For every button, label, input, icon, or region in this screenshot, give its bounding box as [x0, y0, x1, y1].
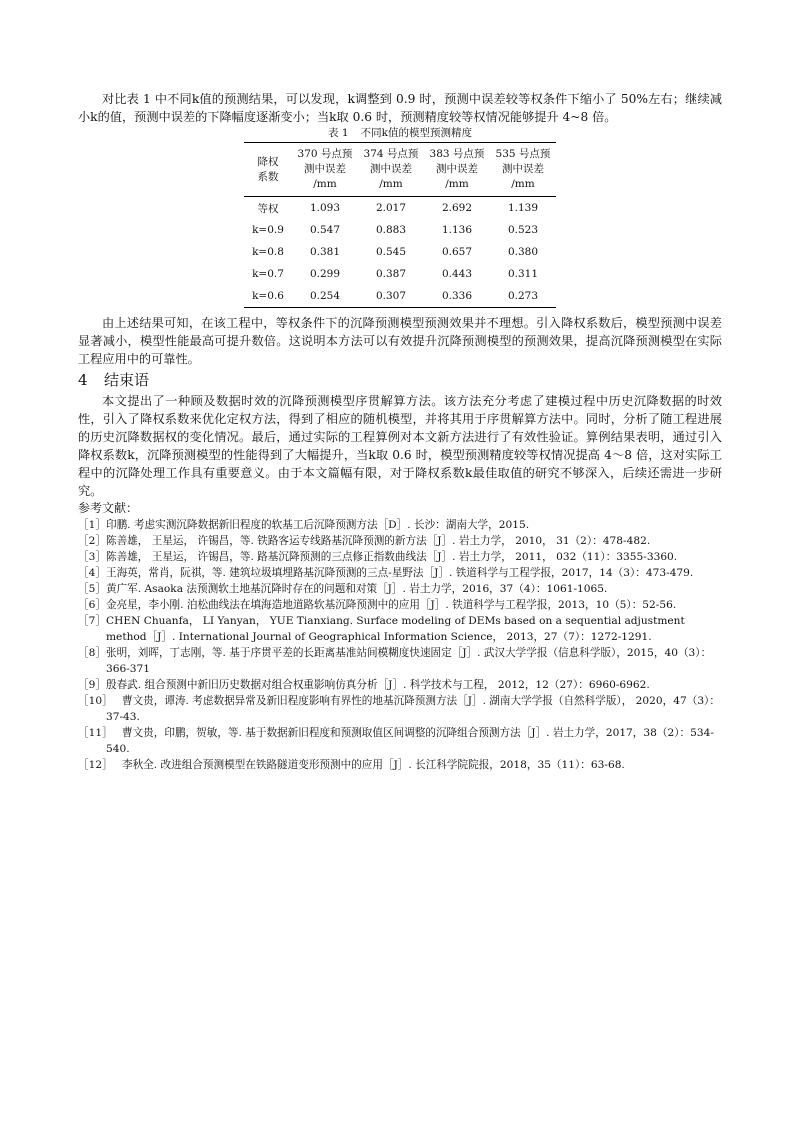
reference-tag: ［6］ [78, 599, 106, 611]
table-row [244, 285, 556, 308]
paragraph-conclusion: 本文提出了一种顾及数据时效的沉降预测模型序贯解算方法。该方法充分考虑了建模过程中历史沉降数据的时效性，引入了降权系数来优化定权方法，得到了相应的随机模型，并将其用于序贯解算方法中。同时，分析了随工程进展的历史沉降数据权的变化情况。最后，通过实际的工程算例对本文新方法进行了有效性验证。算例结果表明，通过引入降权系数k，沉降预测模型的性能得到了大幅提升，当k取 0.6 时，模型预测精度较等权情况提高 4～8 倍，这对实际工程中的沉降处理工作具有重要意义。由于本文篇幅有限，对于降权系数k最佳取值的研究不够深入，后续还需进一步研究。 [78, 394, 722, 498]
page [78, 90, 722, 773]
table-cell: 0.273 [507, 290, 539, 302]
table-cell: 0.336 [441, 290, 473, 302]
table-cell: 0.380 [507, 246, 539, 258]
reference-text: 李秋全. 改进组合预测模型在铁路隧道变形预测中的应用［J］. 长江科学院院报，2018，35（11）：63-68. [122, 759, 625, 771]
reference-text: 张明，刘晖，丁志刚，等. 基于序贯平差的长距离基准站间模糊度快速固定［J］. 武汉大学学报（信息科学版），2015，40（3）：366-371 [106, 647, 712, 675]
table-header-cell: 374 号点预 测中误差 /mm [358, 143, 424, 197]
table-cell: 1.136 [441, 224, 473, 236]
section-heading [78, 370, 722, 390]
section-title: 结束语 [104, 371, 150, 389]
table-caption-title: 不同k值的模型预测精度 [360, 127, 472, 139]
table-cell: 0.311 [507, 268, 539, 280]
reference-tag: ［1］ [78, 519, 106, 531]
paragraph-comparison: 对比表 1 中不同k值的预测结果，可以发现，k调整到 0.9 时，预测中误差较等权条件下缩小了 50%左右；继续减小k的值，预测中误差的下降幅度逐渐变小；当k取 0.6 时，预测精度较等权情况能够提升 4~8 倍。 [78, 92, 722, 124]
reference-tag: ［9］ [78, 679, 106, 691]
reference-item [78, 693, 722, 725]
reference-text: 陈善雄， 王星运， 许锡昌，等. 铁路客运专线路基沉降预测的新方法［J］. 岩土力学， 2010， 31（2）：478-482. [106, 535, 651, 547]
table-cell: k=0.6 [252, 290, 284, 302]
reference-text: 曹文贵，谭涛. 考虑数据异常及新旧程度影响有界性的地基沉降预测方法［J］. 湖南大学学报（自然科学版）， 2020，47（3）：37-43. [106, 695, 720, 723]
table-cell: 0.387 [375, 268, 407, 280]
table-cell: 2.692 [441, 202, 473, 214]
table-cell: 0.545 [375, 246, 407, 258]
table-cell: 1.139 [507, 202, 539, 214]
reference-text: 曹文贵，印鹏，贺敏，等. 基于数据新旧程度和预测取值区间调整的沉降组合预测方法［J］. 岩土力学，2017，38（2）：534-540. [106, 727, 714, 755]
table-row [244, 241, 556, 263]
references-title: 参考文献： [78, 501, 139, 515]
reference-item [78, 757, 722, 773]
table-header-cell: 535 号点预 测中误差 /mm [490, 143, 556, 197]
reference-item [78, 565, 722, 581]
paragraph-results: 由上述结果可知，在该工程中，等权条件下的沉降预测模型预测效果并不理想。引入降权系数后，模型预测中误差显著减小，模型性能最高可提升数倍。这说明本方法可以有效提升沉降预测模型的预测效果，提高沉降预测模型在实际工程应用中的可靠性。 [78, 316, 722, 366]
reference-tag: ［10］ [78, 695, 113, 707]
table-row [244, 219, 556, 241]
reference-text: 殷春武. 组合预测中新旧历史数据对组合权重影响仿真分析［J］. 科学技术与工程， 2012，12（27）：6960-6962. [106, 679, 650, 691]
table-cell: k=0.7 [252, 268, 284, 280]
reference-item [78, 645, 722, 677]
reference-text: 印鹏. 考虑实测沉降数据新旧程度的软基工后沉降预测方法［D］. 长沙：湖南大学，2015. [106, 519, 530, 531]
table-cell: 等权 [257, 202, 279, 215]
table-row [244, 197, 556, 220]
reference-item [78, 725, 722, 757]
reference-item [78, 581, 722, 597]
reference-text: CHEN Chuanfa， LI Yanyan， YUE Tianxiang. Surface modeling of DEMs based on a sequential adjustment method［J］. International Journal of Geographical Information Science， 2013，27（7）：1272-1291. [106, 615, 685, 643]
reference-item [78, 613, 722, 645]
table-caption-number: 表 1 [328, 127, 349, 139]
table-cell: 0.443 [441, 268, 473, 280]
table-cell: k=0.9 [252, 224, 284, 236]
precision-table [244, 142, 556, 308]
reference-item [78, 597, 722, 613]
table-cell: k=0.8 [252, 246, 284, 258]
table-cell: 2.017 [375, 202, 407, 214]
reference-tag: ［4］ [78, 567, 106, 579]
table-row [244, 263, 556, 285]
section-number: 4 [78, 371, 88, 389]
reference-text: 王海英，常肖，阮祺，等. 建筑垃圾填埋路基沉降预测的三点-星野法［J］. 铁道科学与工程学报，2017，14（3）：473-479. [106, 567, 694, 579]
table-cell: 0.523 [507, 224, 539, 236]
table-cell: 0.883 [375, 224, 407, 236]
table-header-row [244, 143, 556, 197]
reference-item [78, 517, 722, 533]
reference-text: 金亮星，李小刚. 泊松曲线法在填海造地道路软基沉降预测中的应用［J］. 铁道科学与工程学报，2013，10（5）：52-56. [106, 599, 677, 611]
reference-item [78, 677, 722, 693]
reference-text: 陈善雄， 王星运， 许锡昌，等. 路基沉降预测的三点修正指数曲线法［J］. 岩土力学， 2011， 032（11）：3355-3360. [106, 551, 678, 563]
table-header-cell: 降权 系数 [244, 143, 292, 197]
reference-tag: ［12］ [78, 759, 113, 771]
table-caption [78, 126, 722, 140]
reference-item [78, 533, 722, 549]
table-cell: 1.093 [309, 202, 341, 214]
reference-tag: ［7］ [78, 615, 106, 627]
reference-item [78, 549, 722, 565]
table-cell: 0.307 [375, 290, 407, 302]
reference-tag: ［8］ [78, 647, 106, 659]
table-cell: 0.299 [309, 268, 341, 280]
reference-list [78, 517, 722, 773]
table-cell: 0.547 [309, 224, 341, 236]
reference-tag: ［11］ [78, 727, 113, 739]
reference-tag: ［5］ [78, 583, 106, 595]
reference-text: 黄广军. Asaoka 法预测软土地基沉降时存在的问题和对策［J］. 岩土力学，2016，37（4）：1061-1065. [106, 583, 608, 595]
table-cell: 0.657 [441, 246, 473, 258]
table-header-cell: 370 号点预 测中误差 /mm [292, 143, 358, 197]
table-header-cell: 383 号点预 测中误差 /mm [424, 143, 490, 197]
reference-tag: ［3］ [78, 551, 106, 563]
table-cell: 0.381 [309, 246, 341, 258]
reference-tag: ［2］ [78, 535, 106, 547]
table-cell: 0.254 [309, 290, 341, 302]
